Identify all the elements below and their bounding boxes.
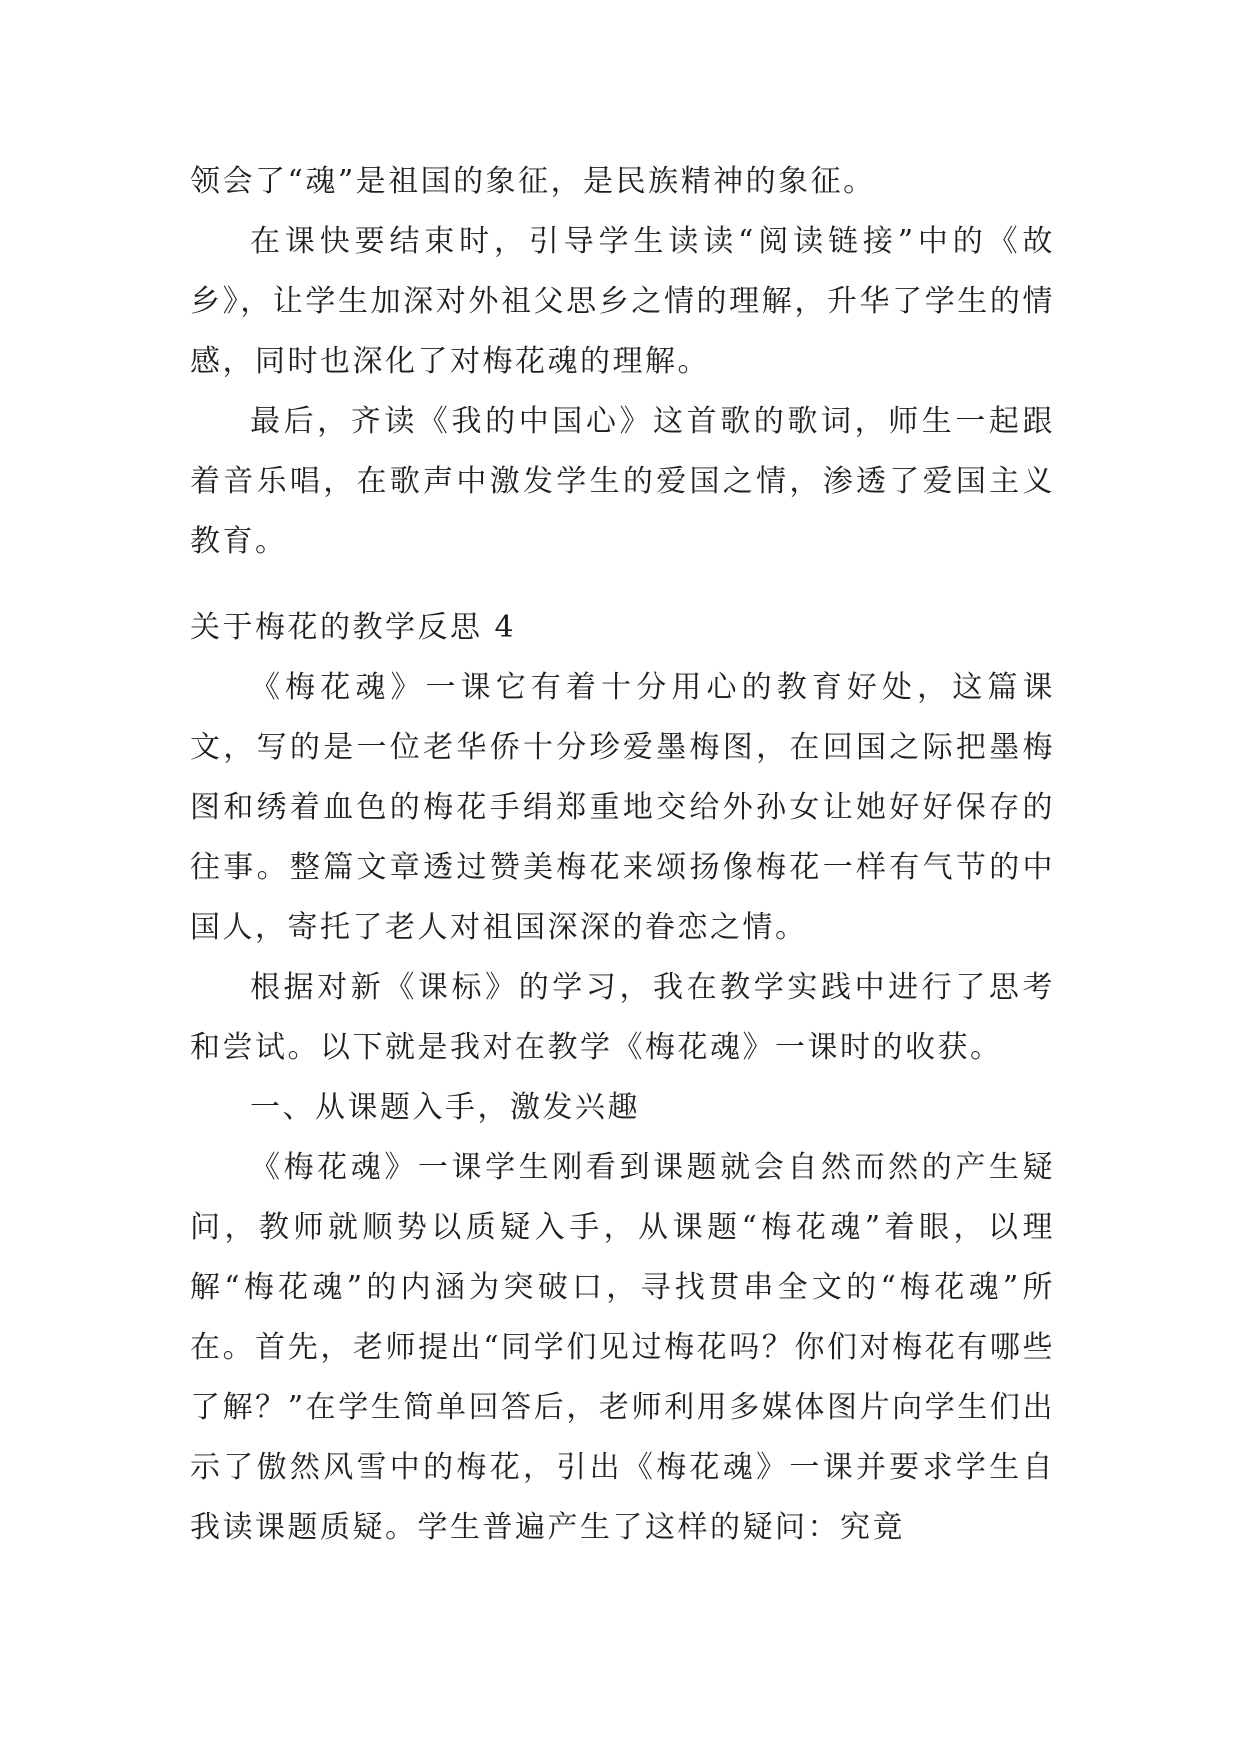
paragraph-song-lyrics: 最后，齐读《我的中国心》这首歌的歌词，师生一起跟着音乐唱，在歌声中激发学生的爱国之情，渗透了爱国主义教育。 [190,404,1055,559]
paragraph-continuation: 领会了“魂”是祖国的象征，是民族精神的象征。 [190,164,876,199]
paragraph-curriculum: 根据对新《课标》的学习，我在教学实践中进行了思考和尝试。以下就是我对在教学《梅花魂》一课时的收获。 [190,970,1055,1065]
paragraph-questioning: 《梅花魂》一课学生刚看到课题就会自然而然的产生疑问，教师就顺势以质疑入手，从课题“梅花魂”着眼，以理解“梅花魂”的内涵为突破口，寻找贯串全文的“梅花魂”所在。首先，老师提出“同学们见过梅花吗？你们对梅花有哪些了解？”在学生简单回答后，老师利用多媒体图片向学生们出示了傲然风雪中的梅花，引出《梅花魂》一课并要求学生自我读课题质疑。学生普遍产生了这样的疑问：究竟 [190,1150,1055,1545]
paragraph-subheading: 一、从课题入手，激发兴趣 [250,1090,640,1125]
paragraph-intro: 《梅花魂》一课它有着十分用心的教育好处，这篇课文，写的是一位老华侨十分珍爱墨梅图，在回国之际把墨梅图和绣着血色的梅花手绢郑重地交给外孙女让她好好保存的往事。整篇文章透过赞美梅花来颂扬像梅花一样有气节的中国人，寄托了老人对祖国深深的眷恋之情。 [190,670,1055,945]
paragraph-reading-link: 在课快要结束时，引导学生读读“阅读链接”中的《故乡》，让学生加深对外祖父思乡之情的理解，升华了学生的情感，同时也深化了对梅花魂的理解。 [190,224,1055,379]
top-text-block [190,152,1055,572]
section-body [190,658,1055,1558]
section-heading: 关于梅花的教学反思 4 [190,610,517,645]
